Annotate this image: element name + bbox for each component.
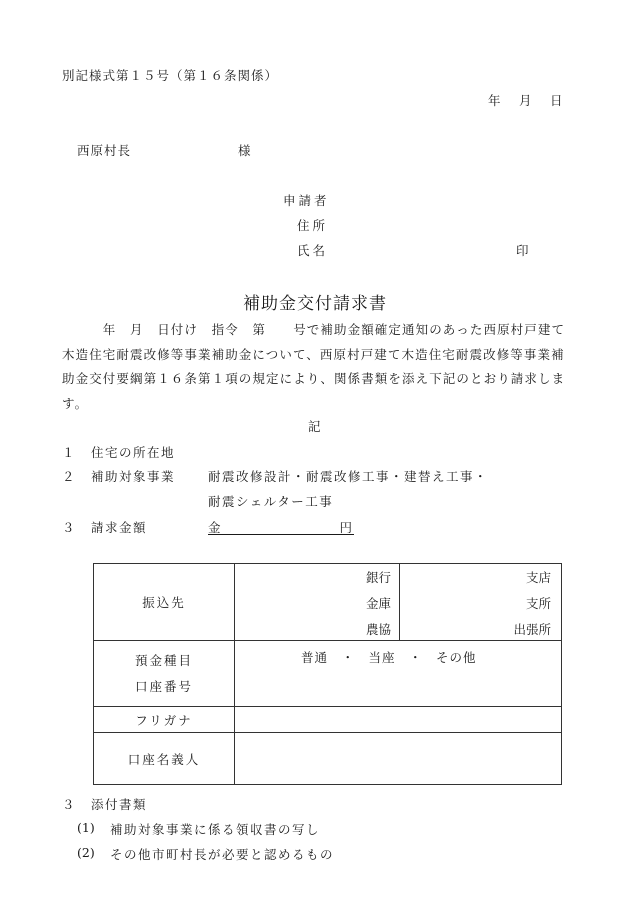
attachment2-text: その他市町村長が必要と認めるもの — [110, 847, 335, 862]
item3-label: 請求金額 — [91, 520, 148, 535]
item1-label: 住宅の所在地 — [91, 445, 176, 460]
seal-mark: 印 — [516, 243, 529, 258]
item2-value-line2: 耐震シェルター工事 — [208, 494, 334, 509]
document-title: 補助金交付請求書 — [243, 294, 387, 314]
ki-heading: 記 — [308, 419, 321, 434]
item2-value-line1: 耐震改修設計・耐震改修工事・建替え工事・ — [208, 469, 489, 484]
item3-number: ３ — [62, 520, 75, 535]
body-paragraph: 年 月 日付け 指令 第 号で補助金額確定通知のあった西原村戸建て木造住宅耐震改修等事業補助金について、西原村戸建て木造住宅耐震改修等事業補助金交付要綱第１６条第１項の規定により、関係書類を添え下記のとおり請求します。 — [62, 322, 566, 411]
holder-label: 口座名義人 — [127, 751, 201, 767]
amount-unit: 円 — [339, 520, 352, 535]
amount-field[interactable] — [208, 518, 354, 535]
date-field: 年 月 日 — [488, 93, 566, 108]
deposit-value-cell[interactable] — [235, 641, 562, 707]
deposit-label-cell — [94, 641, 235, 707]
applicant-label: 申請者 — [283, 193, 330, 208]
credit-union-label: 金庫 — [365, 596, 391, 611]
furigana-label: フリガナ — [135, 712, 193, 728]
attachments-label: 添付書類 — [91, 797, 148, 812]
attachment1-number: (1) — [77, 820, 95, 835]
applicant-name-label: 氏名 — [297, 243, 329, 258]
deposit-options: 普通 ・ 当座 ・ その他 — [301, 650, 477, 665]
branch-label: 支店 — [525, 570, 551, 585]
bank-label: 銀行 — [365, 570, 391, 585]
addressee-honorific: 様 — [238, 143, 251, 158]
holder-value-cell[interactable] — [235, 733, 562, 785]
applicant-address-label: 住所 — [297, 218, 329, 233]
furigana-value-cell[interactable] — [235, 707, 562, 733]
transfer-label: 振込先 — [142, 595, 186, 610]
attachment1-text: 補助対象事業に係る領収書の写し — [110, 822, 321, 837]
attachment2-number: (2) — [77, 845, 95, 860]
item2-label: 補助対象事業 — [91, 469, 176, 484]
transfer-label-cell — [94, 564, 235, 641]
attachments-number: ３ — [62, 797, 75, 812]
bank-table — [93, 563, 562, 785]
form-number: 別記様式第１５号（第１６条関係） — [62, 68, 279, 83]
branch-type-cell[interactable] — [400, 564, 562, 641]
office-label: 出張所 — [513, 622, 551, 637]
holder-label-cell — [94, 733, 235, 785]
item1-number: １ — [62, 445, 75, 460]
amount-prefix: 金 — [208, 520, 221, 535]
sub-branch-label: 支所 — [525, 596, 551, 611]
furigana-label-cell — [94, 707, 235, 733]
agri-coop-label: 農協 — [365, 622, 391, 637]
item2-number: ２ — [62, 469, 75, 484]
addressee-name: 西原村長 — [77, 143, 132, 158]
institution-type-cell[interactable] — [235, 564, 400, 641]
account-number-label: 口座番号 — [134, 678, 193, 694]
deposit-type-label: 預金種目 — [134, 652, 193, 668]
